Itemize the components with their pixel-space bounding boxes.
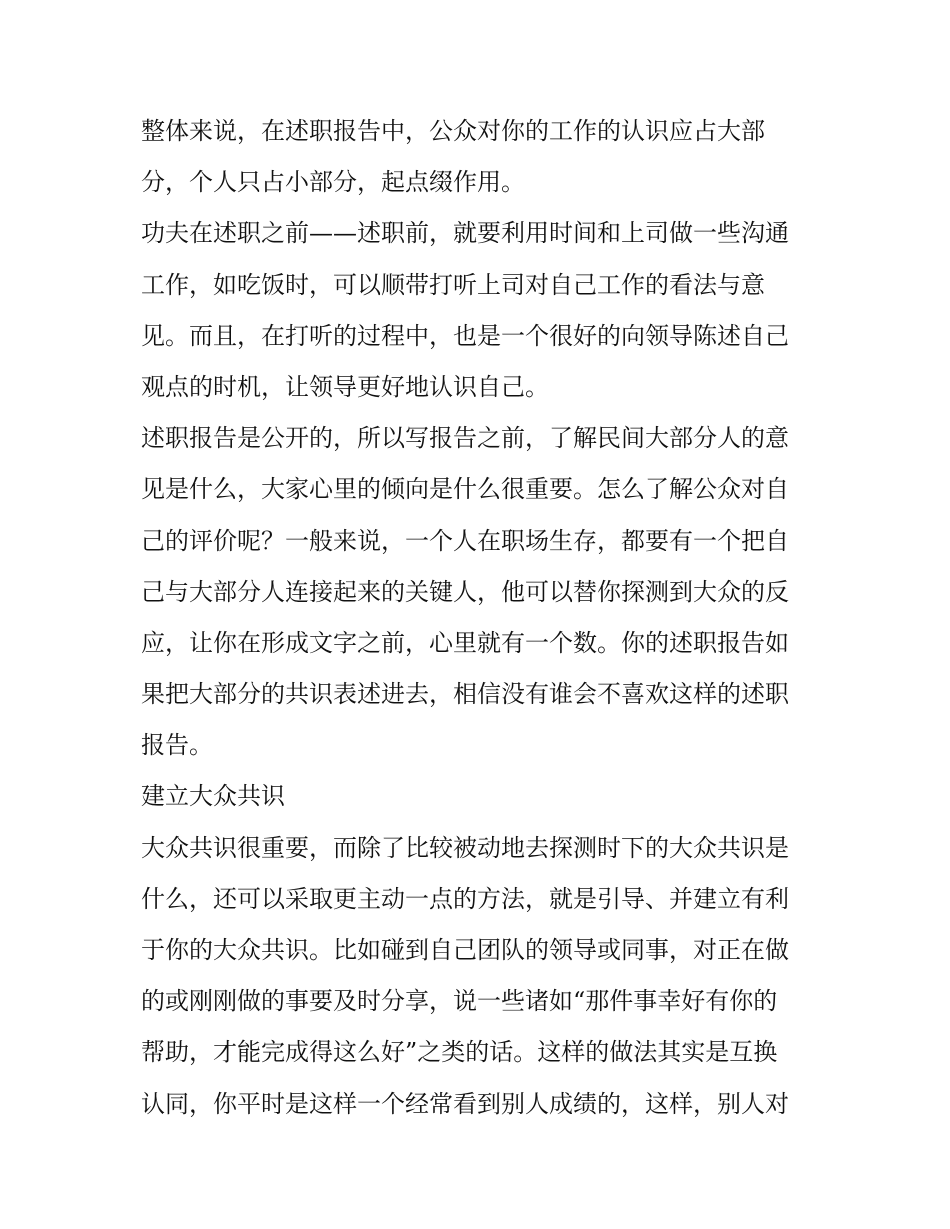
text-line: 功夫在述职之前——述职前，就要利用时间和上司做一些沟通 <box>141 219 789 248</box>
text-line: 报告。 <box>141 731 213 760</box>
text-line: 观点的时机，让领导更好地认识自己。 <box>141 372 549 401</box>
text-line: 认同，你平时是这样一个经常看到别人成绩的，这样，别人对 <box>141 1089 789 1118</box>
text-line: 见。而且，在打听的过程中，也是一个很好的向领导陈述自己 <box>141 321 789 350</box>
text-line: 工作，如吃饭时，可以顺带打听上司对自己工作的看法与意 <box>141 270 765 299</box>
text-line: 己与大部分人连接起来的关键人，他可以替你探测到大众的反 <box>141 577 789 606</box>
text-line: 分，个人只占小部分，起点缀作用。 <box>141 168 525 197</box>
text-line: 果把大部分的共识表述进去，相信没有谁会不喜欢这样的述职 <box>141 680 789 709</box>
document-body <box>141 106 813 1130</box>
text-line: 见是什么，大家心里的倾向是什么很重要。怎么了解公众对自 <box>141 475 789 504</box>
text-line: 应，让你在形成文字之前，心里就有一个数。你的述职报告如 <box>141 628 789 657</box>
section-heading: 建立大众共识 <box>141 782 285 811</box>
text-line: 整体来说，在述职报告中，公众对你的工作的认识应占大部 <box>141 117 765 145</box>
text-line: 述职报告是公开的，所以写报告之前，了解民间大部分人的意 <box>141 424 789 453</box>
text-line: 的或刚刚做的事要及时分享，说一些诸如“那件事幸好有你的 <box>141 987 778 1016</box>
text-line: 于你的大众共识。比如碰到自己团队的领导或同事，对正在做 <box>141 936 789 964</box>
text-line: 什么，还可以采取更主动一点的方法，就是引导、并建立有利 <box>141 884 789 913</box>
text-line: 帮助，才能完成得这么好”之类的话。这样的做法其实是互换 <box>141 1038 778 1067</box>
text-line: 己的评价呢？一般来说，一个人在职场生存，都要有一个把自 <box>141 526 789 555</box>
text-line: 大众共识很重要，而除了比较被动地去探测时下的大众共识是 <box>141 833 789 862</box>
